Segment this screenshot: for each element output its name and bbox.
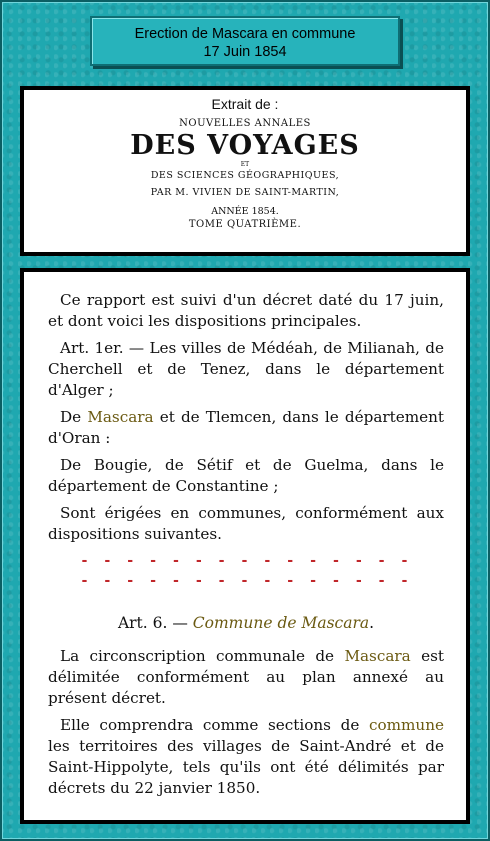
header-line-4: DES SCIENCES GÉOGRAPHIQUES, bbox=[150, 170, 340, 181]
header-line-1: NOUVELLES ANNALES bbox=[179, 118, 311, 129]
decree-text-panel bbox=[20, 268, 470, 824]
header-volume: TOME QUATRIÈME. bbox=[188, 219, 302, 230]
paragraph-constantine: De Bougie, de Sétif et de Guelma, dans le département de Constantine ; bbox=[48, 456, 444, 495]
extrait-label: Extrait de : bbox=[211, 96, 279, 112]
paragraph-circonscription: La circonscription communale de Mascara est délimitée conformément au plan annexé au présent décret. bbox=[48, 647, 445, 707]
paragraph-sections: Elle comprendra comme sections de commune les territoires des villages de Saint-André et de Saint-Hippolyte, tels qu'ils ont été délimités par décrets du 22 janvier 1850. bbox=[48, 716, 444, 797]
header-year: ANNÉE 1854. bbox=[211, 206, 279, 217]
title-banner bbox=[90, 16, 400, 66]
highlight-commune: commune bbox=[368, 716, 444, 734]
paragraph-communes: Sont érigées en communes, conformément aux dispositions suivantes. bbox=[48, 504, 444, 543]
header-main-title: DES VOYAGES bbox=[130, 130, 360, 161]
paragraph-intro: Ce rapport est suivi d'un décret daté du 17 juin, et dont voici les dispositions principales. bbox=[48, 291, 444, 330]
paragraph-article-1: Art. 1er. — Les villes de Médéah, de Milianah, de Cherchell et de Tenez, dans le département d'Alger ; bbox=[48, 339, 444, 399]
header-line-3: ET bbox=[240, 161, 250, 168]
title-line-1: Erection de Mascara en commune bbox=[134, 26, 356, 42]
highlight-mascara: Mascara bbox=[87, 408, 154, 426]
article-6-heading: Art. 6. — Commune de Mascara. bbox=[117, 614, 375, 632]
source-header-panel bbox=[20, 86, 470, 256]
ellipsis-dashes-2: - - - - - - - - - - - - - - - bbox=[80, 573, 412, 589]
ellipsis-dashes-1: - - - - - - - - - - - - - - - bbox=[80, 553, 412, 569]
header-author: PAR M. VIVIEN DE SAINT-MARTIN, bbox=[150, 187, 340, 198]
highlight-commune-de-mascara: Commune de Mascara bbox=[192, 614, 370, 632]
paragraph-oran: De Mascara et de Tlemcen, dans le département d'Oran : bbox=[48, 408, 444, 447]
title-line-2: 17 Juin 1854 bbox=[203, 44, 287, 60]
highlight-mascara-2: Mascara bbox=[344, 647, 411, 665]
